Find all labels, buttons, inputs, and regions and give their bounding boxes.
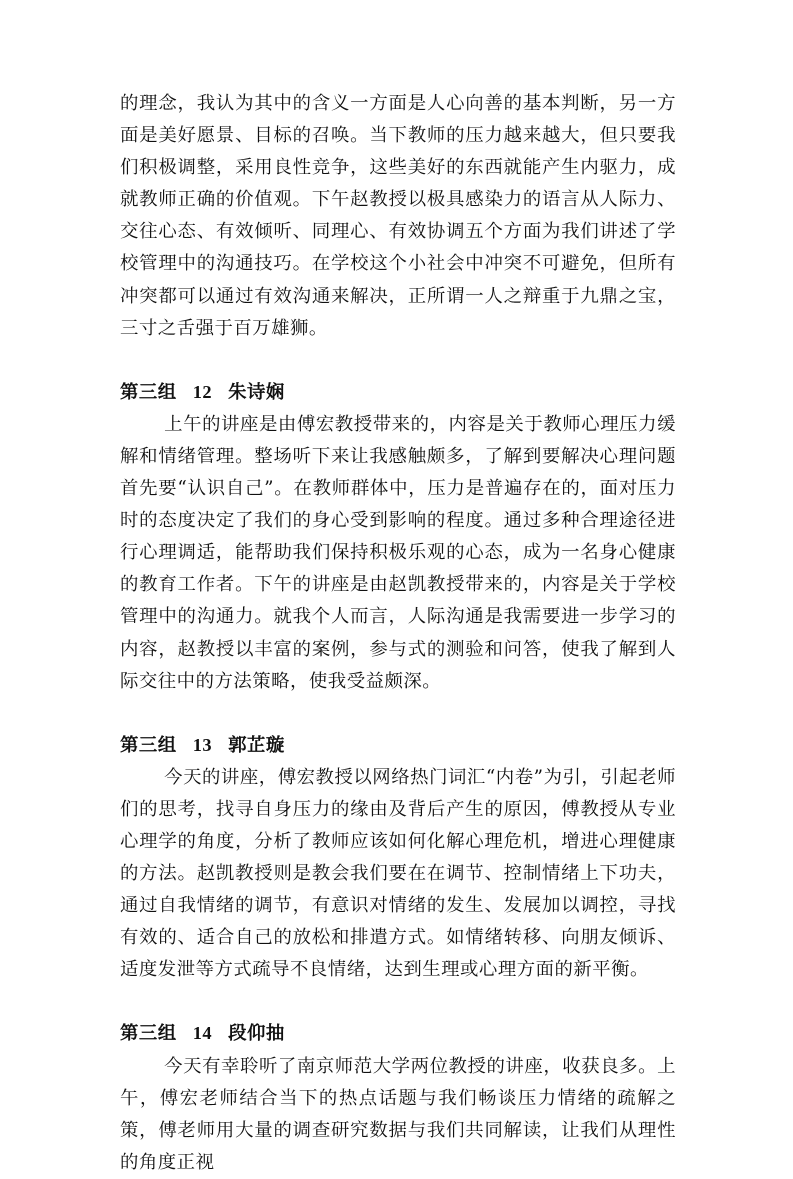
section-12 xyxy=(120,376,676,698)
section-heading xyxy=(120,729,676,762)
document-page xyxy=(120,88,676,1179)
author-name: 郭芷璇 xyxy=(228,734,285,756)
intro-paragraph: 的理念，我认为其中的含义一方面是人心向善的基本判断，另一方面是美好愿景、目标的召唤。当下教师的压力越来越大，但只要我们积极调整，采用良性竞争，这些美好的东西就能产生内驱力，成就教师正确的价值观。下午赵教授以极具感染力的语言从人际力、交往心态、有效倾听、同理心、有效协调五个方面为我们讲述了学校管理中的沟通技巧。在学校这个小社会中冲突不可避免，但所有冲突都可以通过有效沟通来解决，正所谓一人之辩重于九鼎之宝，三寸之舌强于百万雄狮。 xyxy=(120,93,676,339)
section-paragraph: 今天有幸聆听了南京师范大学两位教授的讲座，收获良多。上午，傅宏老师结合当下的热点话题与我们畅谈压力情绪的疏解之策，傅老师用大量的调查研究数据与我们共同解读，让我们从理性的角度正视 xyxy=(120,1055,676,1173)
section-14 xyxy=(120,1017,676,1178)
section-group: 第三组 xyxy=(120,1023,177,1045)
author-name: 朱诗娴 xyxy=(228,381,285,403)
section-paragraph: 上午的讲座是由傅宏教授带来的，内容是关于教师心理压力缓解和情绪管理。整场听下来让我感触颇多，了解到要解决心理问题首先要“认识自己”。在教师群体中，压力是普遍存在的，面对压力时的态度决定了我们的身心受到影响的程度。通过多种合理途径进行心理调适，能帮助我们保持积极乐观的心态，成为一名身心健康的教育工作者。下午的讲座是由赵凯教授带来的，内容是关于学校管理中的沟通力。就我个人而言，人际沟通是我需要进一步学习的内容，赵教授以丰富的案例，参与式的测验和问答，使我了解到人际交往中的方法策略，使我受益颇深。 xyxy=(120,413,676,692)
section-13 xyxy=(120,729,676,987)
section-heading xyxy=(120,376,676,409)
author-name: 段仰抽 xyxy=(228,1023,285,1045)
section-heading xyxy=(120,1017,676,1050)
section-number: 13 xyxy=(192,734,213,755)
section-group: 第三组 xyxy=(120,381,177,403)
section-group: 第三组 xyxy=(120,734,177,756)
section-number: 14 xyxy=(192,1023,213,1044)
section-number: 12 xyxy=(192,381,213,402)
section-paragraph: 今天的讲座，傅宏教授以网络热门词汇“内卷”为引，引起老师们的思考，找寻自身压力的缘由及背后产生的原因，傅教授从专业心理学的角度，分析了教师应该如何化解心理危机，增进心理健康的方法。赵凯教授则是教会我们要在在调节、控制情绪上下功夫，通过自我情绪的调节，有意识对情绪的发生、发展加以调控，寻找有效的、适合自己的放松和排遣方式。如情绪转移、向朋友倾诉、适度发泄等方式疏导不良情绪，达到生理或心理方面的新平衡。 xyxy=(120,766,676,981)
